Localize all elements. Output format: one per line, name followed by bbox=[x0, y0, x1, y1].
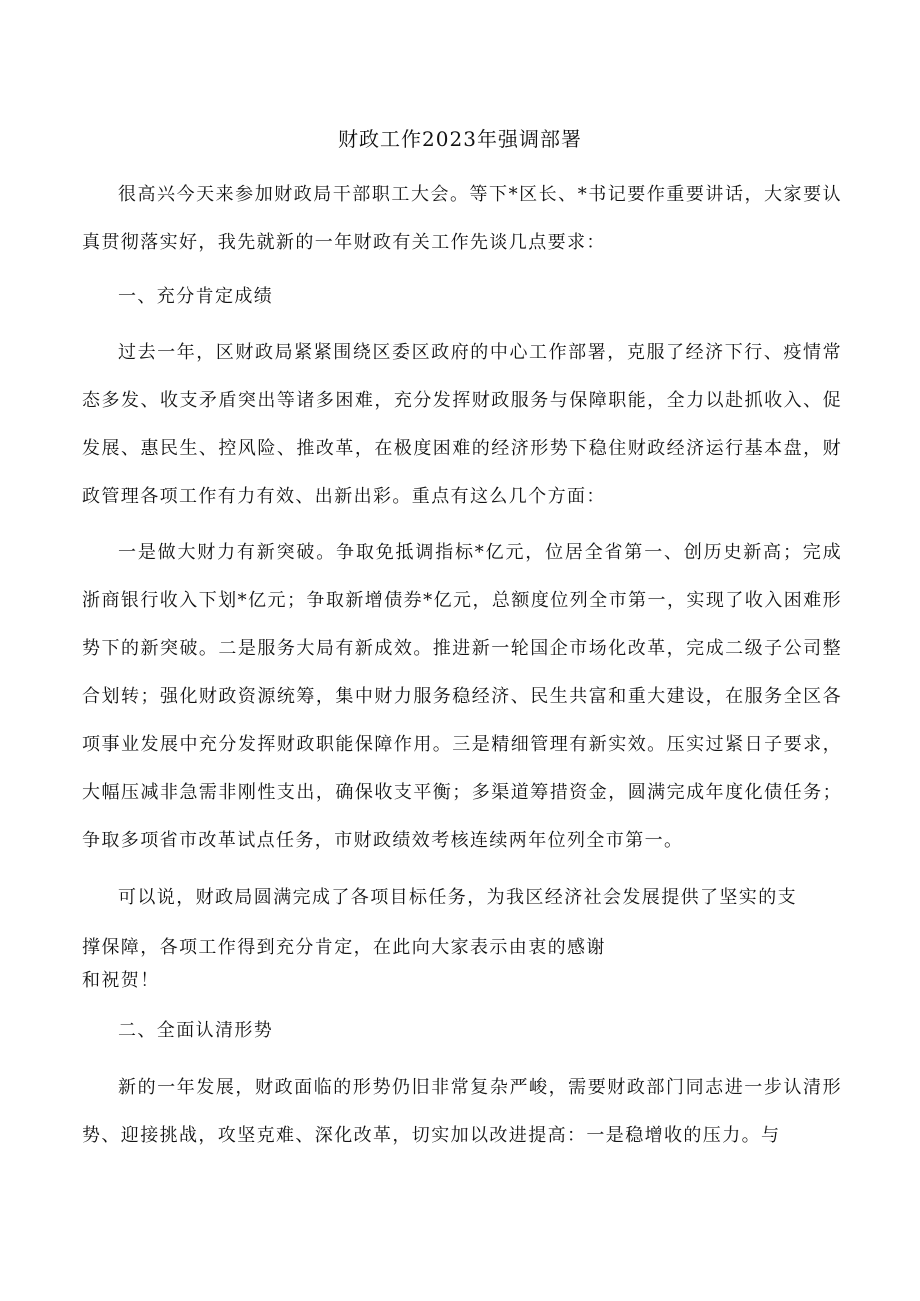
section1-paragraph-3-line-1: 可以说，财政局圆满完成了各项目标任务，为我区经济社会发展提供了坚实的支 bbox=[118, 887, 797, 908]
intro-paragraph: 很高兴今天来参加财政局干部职工大会。等下*区长、*书记要作重要讲话，大家要认真贯彻落实好，我先就新的一年财政有关工作先谈几点要求： bbox=[82, 184, 842, 253]
section1-paragraph-3-line-3: 和祝贺！ bbox=[82, 970, 160, 991]
document-title: 财政工作2023年强调部署 bbox=[338, 127, 582, 151]
section2-paragraph-1: 新的一年发展，财政面临的形势仍旧非常复杂严峻，需要财政部门同志进一步认清形势、迎接挑战，攻坚克难、深化改革，切实加以改进提高：一是稳增收的压力。与 bbox=[82, 1077, 842, 1146]
section-heading-1: 一、充分肯定成绩 bbox=[118, 286, 274, 307]
section-heading-2: 二、全面认清形势 bbox=[118, 1020, 274, 1041]
section1-paragraph-3-line-2: 撑保障，各项工作得到充分肯定，在此向大家表示由衷的感谢 bbox=[82, 937, 606, 958]
section1-paragraph-2: 一是做大财力有新突破。争取免抵调指标*亿元，位居全省第一、创历史新高；完成浙商银行收入下划*亿元；争取新增债券*亿元，总额度位列全市第一，实现了收入困难形势下的新突破。二是服务大局有新成效。推进新一轮国企市场化改革，完成二级子公司整合划转；强化财政资源统筹，集中财力服务稳经济、民生共富和重大建设，在服务全区各项事业发展中充分发挥财政职能保障作用。三是精细管理有新实效。压实过紧日子要求，大幅压减非急需非刚性支出，确保收支平衡；多渠道筹措资金，圆满完成年度化债任务；争取多项省市改革试点任务，市财政绩效考核连续两年位列全市第一。 bbox=[82, 542, 842, 851]
section1-paragraph-1: 过去一年，区财政局紧紧围绕区委区政府的中心工作部署，克服了经济下行、疫情常态多发、收支矛盾突出等诸多困难，充分发挥财政服务与保障职能，全力以赴抓收入、促发展、惠民生、控风险、推改革，在极度困难的经济形势下稳住财政经济运行基本盘，财政管理各项工作有力有效、出新出彩。重点有这么几个方面： bbox=[82, 342, 842, 507]
